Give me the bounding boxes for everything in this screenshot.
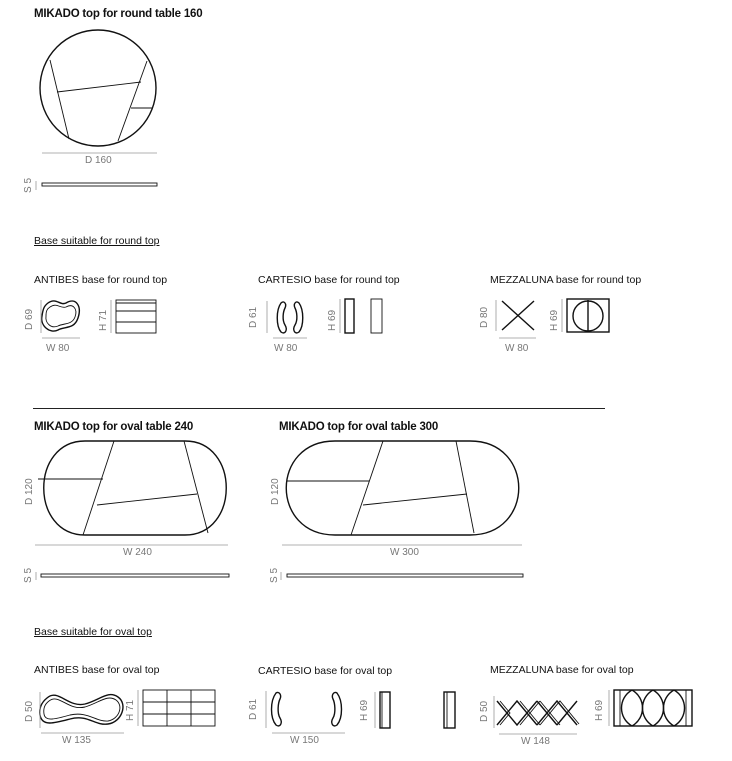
antibes-round-width: W 80 bbox=[46, 343, 70, 354]
mezzaluna-round-width: W 80 bbox=[505, 343, 529, 354]
oval300-depth: D 120 bbox=[270, 478, 281, 505]
oval240-thickness: S 5 bbox=[23, 567, 34, 583]
antibes-oval-depth: D 50 bbox=[24, 700, 35, 722]
cartesio-round-label: CARTESIO base for round top bbox=[258, 274, 400, 286]
cartesio-oval-width: W 150 bbox=[290, 735, 319, 746]
oval300-title: MIKADO top for oval table 300 bbox=[279, 421, 439, 433]
mezzaluna-round-height: H 69 bbox=[549, 309, 560, 331]
cartesio-oval-label: CARTESIO base for oval top bbox=[258, 665, 393, 677]
oval300-thickness: S 5 bbox=[269, 567, 280, 583]
oval-base-section: Base suitable for oval top bbox=[34, 626, 152, 638]
antibes-oval-height: H 71 bbox=[125, 699, 136, 721]
round-base-section: Base suitable for round top bbox=[34, 235, 160, 247]
round-top-title: MIKADO top for round table 160 bbox=[34, 8, 203, 20]
mezzaluna-oval-width: W 148 bbox=[521, 736, 550, 747]
oval240-width: W 240 bbox=[123, 547, 152, 558]
oval240-depth: D 120 bbox=[24, 478, 35, 505]
cartesio-oval-height: H 69 bbox=[359, 699, 370, 721]
mezzaluna-oval-label: MEZZALUNA base for oval top bbox=[490, 664, 634, 676]
oval240-title: MIKADO top for oval table 240 bbox=[34, 421, 194, 433]
oval300-width: W 300 bbox=[390, 547, 419, 558]
cartesio-round-height: H 69 bbox=[327, 309, 338, 331]
antibes-round-label: ANTIBES base for round top bbox=[34, 274, 168, 286]
round-top-diameter: D 160 bbox=[85, 155, 112, 166]
mezzaluna-round-depth: D 80 bbox=[479, 306, 490, 328]
cartesio-round-width: W 80 bbox=[274, 343, 298, 354]
cartesio-oval-depth: D 61 bbox=[248, 698, 259, 720]
round-top-thickness: S 5 bbox=[23, 177, 34, 193]
antibes-round-depth: D 69 bbox=[24, 308, 35, 330]
antibes-oval-label: ANTIBES base for oval top bbox=[34, 664, 160, 676]
mezzaluna-round-label: MEZZALUNA base for round top bbox=[490, 274, 642, 286]
mezzaluna-oval-depth: D 50 bbox=[479, 700, 490, 722]
mezzaluna-oval-height: H 69 bbox=[594, 699, 605, 721]
antibes-round-height: H 71 bbox=[98, 309, 109, 331]
cartesio-round-depth: D 61 bbox=[248, 306, 259, 328]
antibes-oval-width: W 135 bbox=[62, 735, 91, 746]
